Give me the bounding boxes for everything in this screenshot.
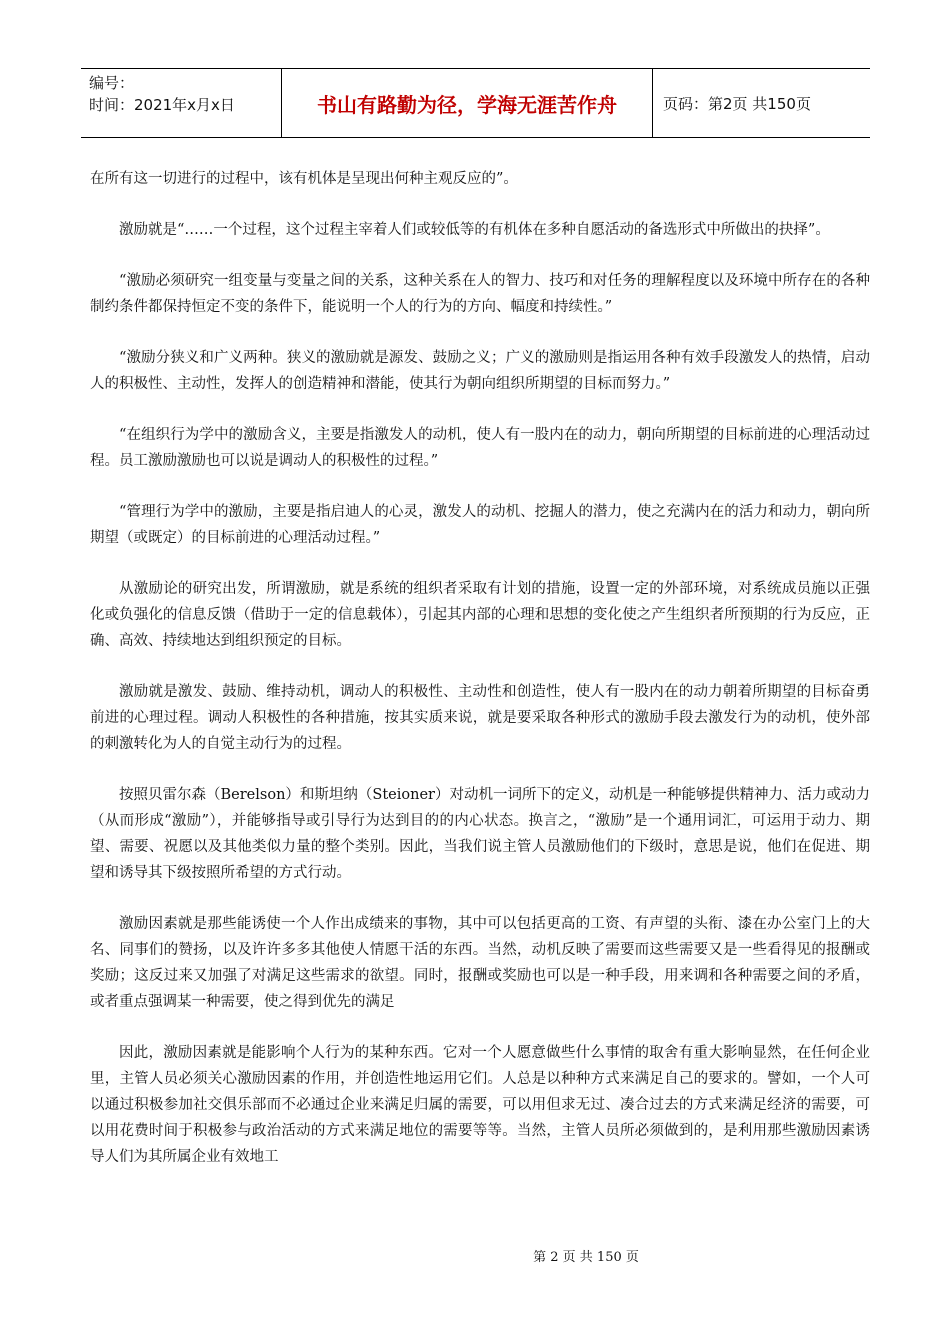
paragraph: 在所有这一切进行的过程中，该有机体是呈现出何种主观反应的”。 xyxy=(90,171,518,187)
paragraph: 激励就是激发、鼓励、维持动机，调动人的积极性、主动性和创造性，使人有一股内在的动力朝着所期望的目标奋勇前进的心理过程。调动人积极性的各种措施，按其实质来说，就是要采取各种形式的激励手段去激发行为的动机，使外部的刺激转化为人的自觉主动行为的过程。 xyxy=(90,684,870,752)
paragraph: “激励必须研究一组变量与变量之间的关系，这种关系在人的智力、技巧和对任务的理解程度以及环境中所存在的各种制约条件都保持恒定不变的条件下，能说明一个人的行为的方向、幅度和持续性。” xyxy=(90,273,870,315)
code-label: 编号： xyxy=(89,74,135,92)
date-label: 时间：2021年x月x日 xyxy=(89,96,235,114)
paragraph: 激励就是“……一个过程，这个过程主宰着人们或较低等的有机体在多种自愿活动的备选形式中所做出的抉择”。 xyxy=(119,222,830,238)
header-page-info: 页码：第2页 共150页 xyxy=(663,94,811,113)
paragraph: 激励因素就是那些能诱使一个人作出成绩来的事物，其中可以包括更高的工资、有声望的头衔、漆在办公室门上的大名、同事们的赞扬，以及许许多多其他使人情愿干活的东西。当然，动机反映了需要而这些需要又是一些看得见的报酬或奖励；这反过来又加强了对满足这些需求的欲望。同时，报酬或奖励也可以是一种手段，用来调和各种需要之间的矛盾，或者重点强调某一种需要，使之得到优先的满足 xyxy=(90,916,870,1010)
paragraph: 因此，激励因素就是能影响个人行为的某种东西。它对一个人愿意做些什么事情的取舍有重大影响显然，在任何企业里，主管人员必须关心激励因素的作用，并创造性地运用它们。人总是以种种方式来满足自己的要求的。譬如，一个人可以通过积极参加社交俱乐部而不必通过企业来满足归属的需要，可以用但求无过、凑合过去的方式来满足经济的需要，可以用花费时间于积极参与政治活动的方式来满足地位的需要等等。当然，主管人员所必须做到的，是利用那些激励因素诱导人们为其所属企业有效地工 xyxy=(90,1045,870,1165)
paragraph: “激励分狭义和广义两种。狭义的激励就是源发、鼓励之义；广义的激励则是指运用各种有效手段激发人的热情，启动人的积极性、主动性，发挥人的创造精神和潜能，使其行为朝向组织所期望的目标而努力。” xyxy=(90,350,870,392)
paragraph: 从激励论的研究出发，所谓激励，就是系统的组织者采取有计划的措施，设置一定的外部环境，对系统成员施以正强化或负强化的信息反馈（借助于一定的信息载体），引起其内部的心理和思想的变化使之产生组织者所预期的行为反应，正确、高效、持续地达到组织预定的目标。 xyxy=(90,581,870,649)
header-meta xyxy=(81,69,281,137)
document-body xyxy=(90,166,870,1195)
page-footer: 第 2 页 共 150 页 xyxy=(533,1250,639,1265)
paragraph: “管理行为学中的激励，主要是指启迪人的心灵，激发人的动机、挖掘人的潜力，使之充满内在的活力和动力，朝向所期望（或既定）的目标前进的心理活动过程。” xyxy=(90,504,870,546)
header-motto: 书山有路勤为径，学海无涯苦作舟 xyxy=(281,69,653,137)
paragraph: “在组织行为学中的激励含义，主要是指激发人的动机，使人有一股内在的动力，朝向所期望的目标前进的心理活动过程。员工激励激励也可以说是调动人的积极性的过程。” xyxy=(90,427,870,469)
paragraph: 按照贝雷尔森（Berelson）和斯坦纳（Steioner）对动机一词所下的定义，动机是一种能够提供精神力、活力或动力（从而形成“激励”），并能够指导或引导行为达到目的的内心状态。换言之，“激励”是一个通用词汇，可运用于动力、期望、需要、祝愿以及其他类似力量的整个类别。因此，当我们说主管人员激励他们的下级时，意思是说，他们在促进、期望和诱导其下级按照所希望的方式行动。 xyxy=(90,787,870,881)
page-header xyxy=(81,68,870,138)
